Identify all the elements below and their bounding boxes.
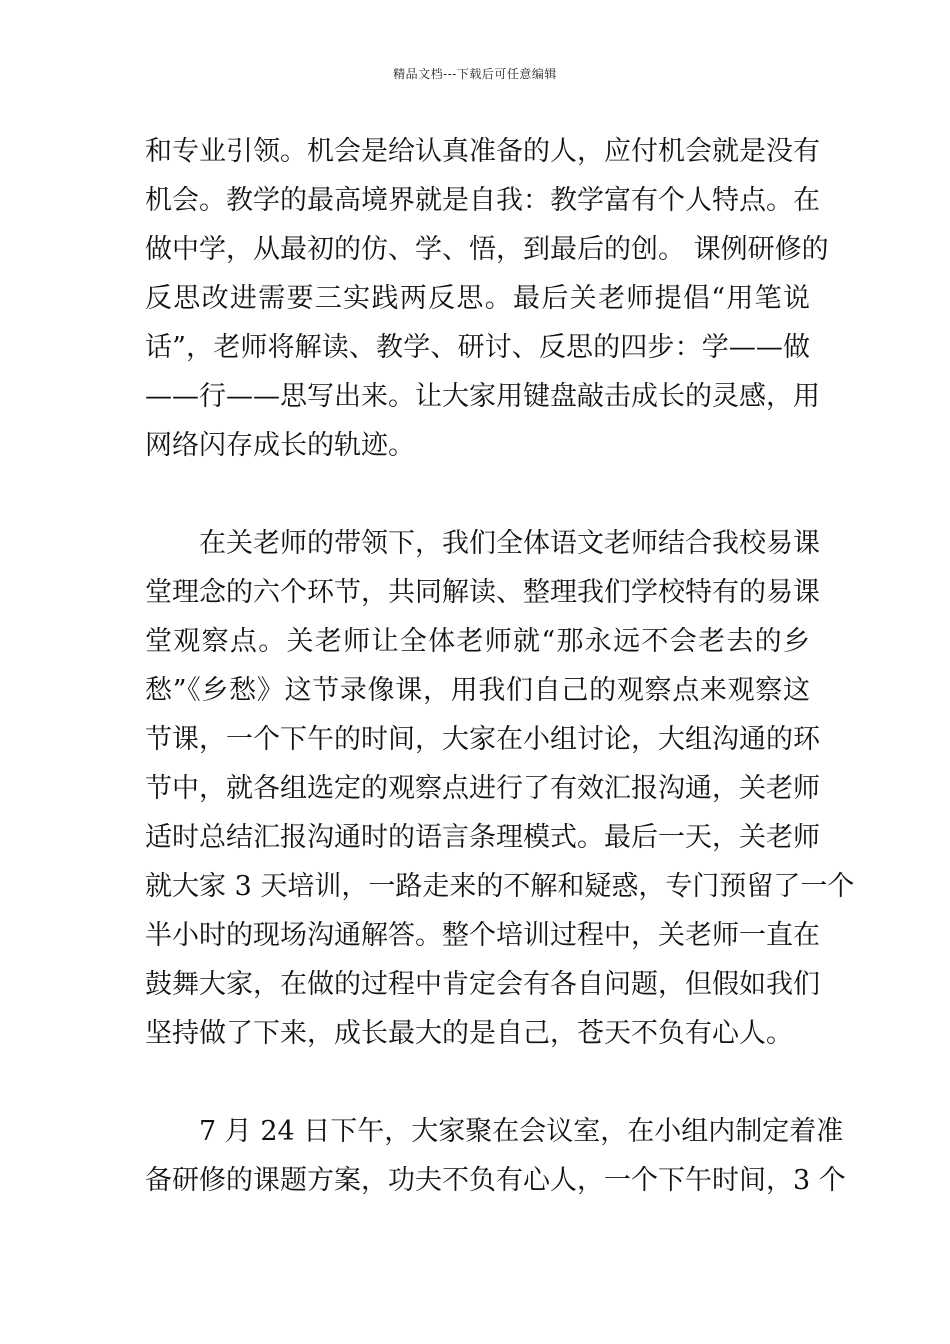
text-line: 节课，一个下午的时间，大家在小组讨论，大组沟通的环 [145,724,820,755]
text-line: 话”，老师将解读、教学、研讨、反思的四步：学——做 [145,332,810,363]
text-line: 7 月 24 日下午，大家聚在会议室，在小组内制定着准 [145,1116,844,1147]
text-line: 网络闪存成长的轨迹。 [145,430,415,461]
text-line: 反思改进需要三实践两反思。最后关老师提倡“用笔说 [145,283,810,314]
page-header: 精品文档---下载后可任意编辑 [393,67,557,81]
text-line: 堂理念的六个环节，共同解读、整理我们学校特有的易课 [145,577,820,608]
text-line: ——行——思写出来。让大家用键盘敲击成长的灵感，用 [145,381,820,412]
text-line: 愁”《乡愁》这节录像课，用我们自己的观察点来观察这 [145,675,810,706]
document-body [145,127,855,1205]
text-line: 鼓舞大家，在做的过程中肯定会有各自问题，但假如我们 [145,969,820,1000]
paragraph-2 [145,519,855,1058]
text-line: 坚持做了下来，成长最大的是自己，苍天不负有心人。 [145,1018,793,1049]
text-line: 半小时的现场沟通解答。整个培训过程中，关老师一直在 [145,920,820,951]
text-line: 堂观察点。关老师让全体老师就“那永远不会老去的乡 [145,626,810,657]
paragraph-3 [145,1107,846,1205]
text-line: 备研修的课题方案，功夫不负有心人，一个下午时间，3 个 [145,1165,846,1196]
text-line: 机会。教学的最高境界就是自我：教学富有个人特点。在 [145,185,820,216]
text-line: 和专业引领。机会是给认真准备的人，应付机会就是没有 [145,136,820,167]
paragraph-1 [145,127,829,470]
text-line: 在关老师的带领下，我们全体语文老师结合我校易课 [145,528,820,559]
text-line: 就大家 3 天培训，一路走来的不解和疑惑，专门预留了一个 [145,871,855,902]
text-line: 做中学，从最初的仿、学、悟，到最后的创。 课例研修的 [145,234,829,265]
text-line: 适时总结汇报沟通时的语言条理模式。最后一天，关老师 [145,822,820,853]
text-line: 节中，就各组选定的观察点进行了有效汇报沟通，关老师 [145,773,820,804]
